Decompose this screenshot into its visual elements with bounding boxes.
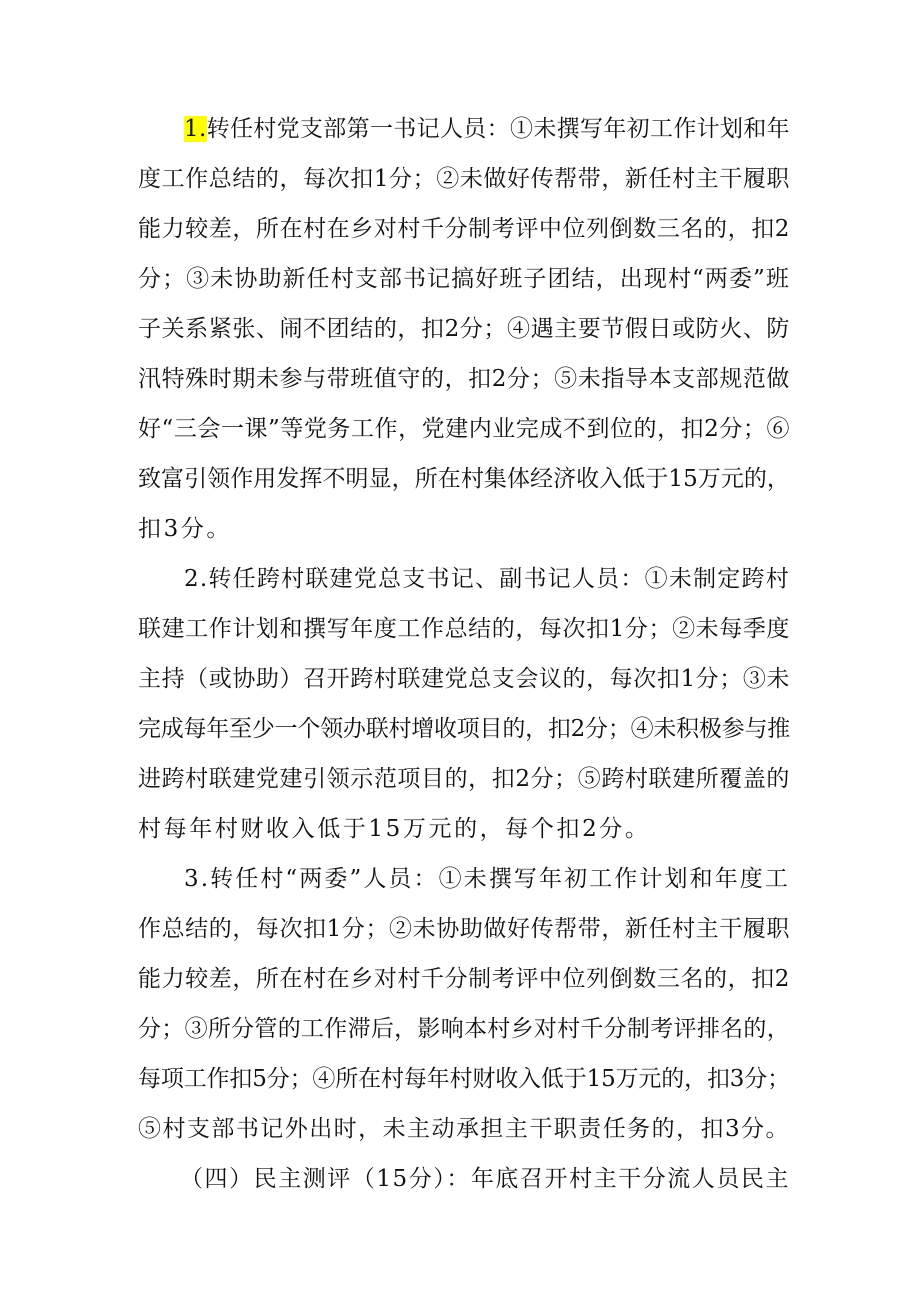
paragraph-1-line-4: 分；③未协助新任村支部书记搞好班子团结，出现村“两委”班	[138, 266, 790, 292]
paragraph-1-line-1: 1.转任村党支部第一书记人员：①未撰写年初工作计划和年	[184, 116, 790, 142]
section-4-line-1: （四）民主测评（15分）：年底召开村主干分流人员民主	[180, 1166, 790, 1192]
paragraph-3-line-3: 能力较差，所在村在乡对村千分制考评中位列倒数三名的，扣2	[138, 966, 790, 992]
paragraph-3-line-6: ⑤村支部书记外出时，未主动承担主干职责任务的，扣3分。	[138, 1116, 790, 1142]
paragraph-3-line-4: 分；③所分管的工作滞后，影响本村乡对村千分制考评排名的，	[138, 1016, 790, 1042]
item-number: 3.	[184, 866, 211, 892]
paragraph-2-line-4: 完成每年至少一个领办联村增收项目的，扣2分；④未积极参与推	[138, 716, 790, 742]
paragraph-3-line-2: 作总结的，每次扣1分；②未协助做好传帮带，新任村主干履职	[138, 916, 790, 942]
paragraph-1-line-9: 扣3分。	[138, 516, 233, 542]
paragraph-1-line-3: 能力较差，所在村在乡对村千分制考评中位列倒数三名的，扣2	[138, 216, 790, 242]
paragraph-3-line-5: 每项工作扣5分；④所在村每年村财收入低于15万元的，扣3分；	[138, 1066, 790, 1092]
paragraph-1-line-5: 子关系紧张、闹不团结的，扣2分；④遇主要节假日或防火、防	[138, 316, 790, 342]
paragraph-1-line-8: 致富引领作用发挥不明显，所在村集体经济收入低于15万元的，	[138, 466, 790, 492]
item-number: 2.	[184, 566, 209, 592]
paragraph-2-line-1: 2.转任跨村联建党总支书记、副书记人员：①未制定跨村	[184, 566, 790, 592]
highlighted-item-number: 1.	[184, 116, 207, 142]
paragraph-3-line-1: 3.转任村“两委”人员：①未撰写年初工作计划和年度工	[184, 866, 790, 892]
paragraph-1-line-6: 汛特殊时期未参与带班值守的，扣2分；⑤未指导本支部规范做	[138, 366, 790, 392]
paragraph-2-line-2: 联建工作计划和撰写年度工作总结的，每次扣1分；②未每季度	[138, 616, 790, 642]
paragraph-1-line-2: 度工作总结的，每次扣1分；②未做好传帮带，新任村主干履职	[138, 166, 790, 192]
paragraph-2-line-6: 村每年村财收入低于15万元的，每个扣2分。	[138, 816, 651, 842]
paragraph-2-line-3: 主持（或协助）召开跨村联建党总支会议的，每次扣1分；③未	[138, 666, 790, 692]
paragraph-1-line-7: 好“三会一课”等党务工作，党建内业完成不到位的，扣2分；⑥	[138, 416, 790, 442]
paragraph-2-line-5: 进跨村联建党建引领示范项目的，扣2分；⑤跨村联建所覆盖的	[138, 766, 790, 792]
